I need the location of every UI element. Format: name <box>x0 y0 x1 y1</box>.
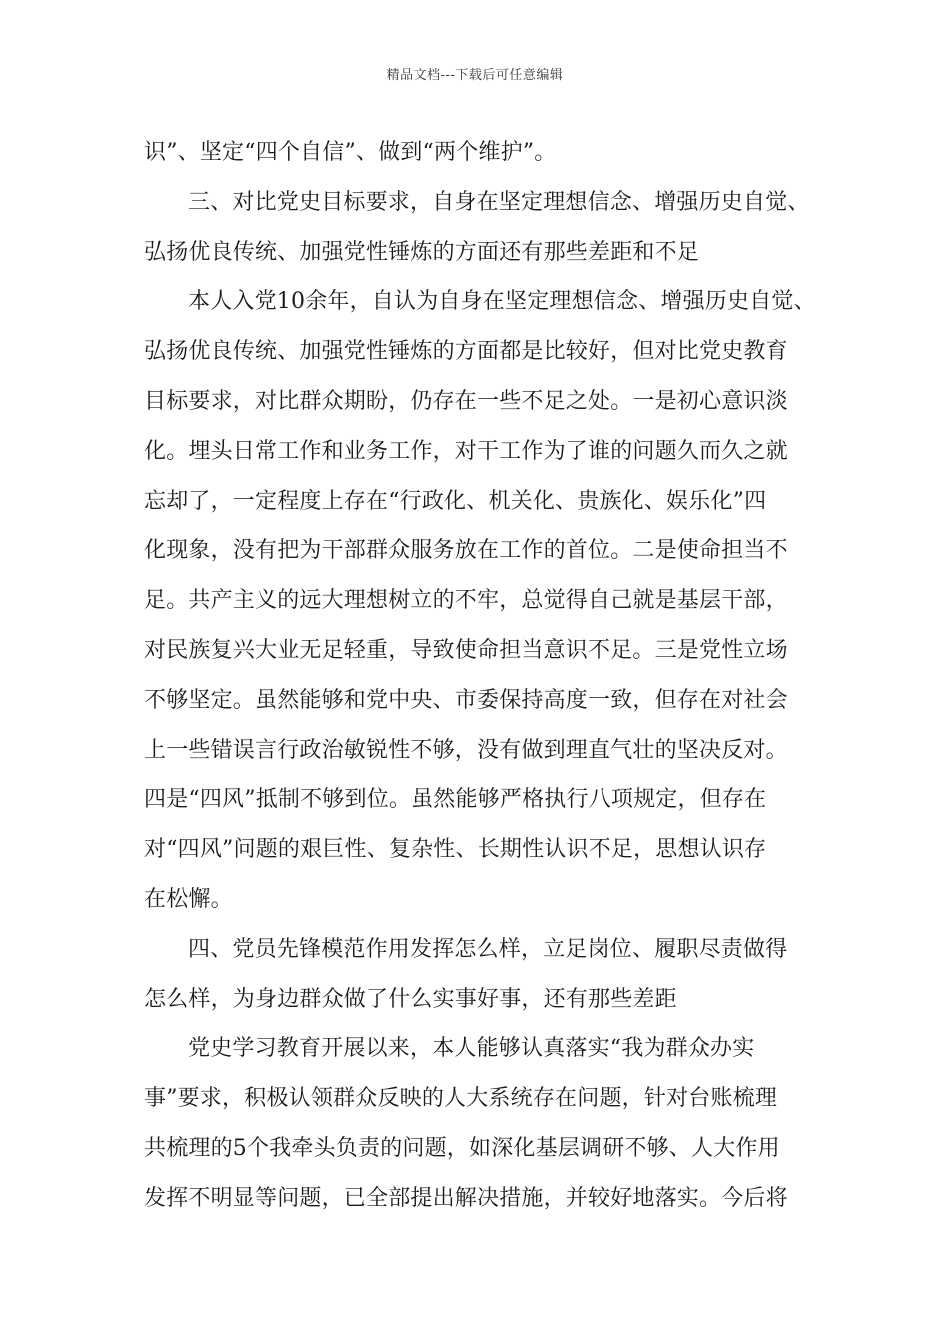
section-heading-line: 怎么样，为身边群众做了什么实事好事，还有那些差距 <box>144 986 677 1012</box>
section-heading-line: 四、党员先锋模范作用发挥怎么样，立足岗位、履职尽责做得 <box>188 936 788 962</box>
text-line: 识”、坚定“四个自信”、做到“两个维护”。 <box>144 140 557 165</box>
text-line: 共梳理的5个我牵头负责的问题，如深化基层调研不够、人大作用 <box>144 1135 780 1161</box>
text-line: 发挥不明显等问题，已全部提出解决措施，并较好地落实。今后将 <box>144 1185 788 1211</box>
text-line: 弘扬优良传统、加强党性锤炼的方面都是比较好，但对比党史教育 <box>144 339 788 365</box>
text-line: 忘却了，一定程度上存在“行政化、机关化、贵族化、娱乐化”四 <box>144 488 767 514</box>
document-body <box>144 128 816 1224</box>
section-heading-line: 三、对比党史目标要求，自身在坚定理想信念、增强历史自觉、 <box>188 189 810 215</box>
text-line: 化。埋头日常工作和业务工作，对干工作为了谁的问题久而久之就 <box>144 438 788 464</box>
page-header: 精品文档---下载后可任意编辑 <box>386 68 564 83</box>
text-line: 在松懈。 <box>144 886 233 912</box>
text-line: 对“四风”问题的艰巨性、复杂性、长期性认识不足，思想认识存 <box>144 837 767 863</box>
text-line: 不够坚定。虽然能够和党中央、市委保持高度一致，但存在对社会 <box>144 687 788 713</box>
text-line: 对民族复兴大业无足轻重，导致使命担当意识不足。三是党性立场 <box>144 637 788 663</box>
text-line: 目标要求，对比群众期盼，仍存在一些不足之处。一是初心意识淡 <box>144 388 788 414</box>
text-line: 事”要求，积极认领群众反映的人大系统存在问题，针对台账梳理 <box>144 1086 778 1112</box>
text-line: 上一些错误言行政治敏锐性不够，没有做到理直气壮的坚决反对。 <box>144 737 788 763</box>
text-line: 党史学习教育开展以来，本人能够认真落实“我为群众办实 <box>188 1036 755 1062</box>
text-line: 四是“四风”抵制不够到位。虽然能够严格执行八项规定，但存在 <box>144 787 767 813</box>
text-line: 本人入党10余年，自认为自身在坚定理想信念、增强历史自觉、 <box>188 289 816 315</box>
text-line: 化现象，没有把为干部群众服务放在工作的首位。二是使命担当不 <box>144 538 788 564</box>
text-line: 足。共产主义的远大理想树立的不牢，总觉得自己就是基层干部， <box>144 588 788 614</box>
section-heading-line: 弘扬优良传统、加强党性锤炼的方面还有那些差距和不足 <box>144 239 700 265</box>
